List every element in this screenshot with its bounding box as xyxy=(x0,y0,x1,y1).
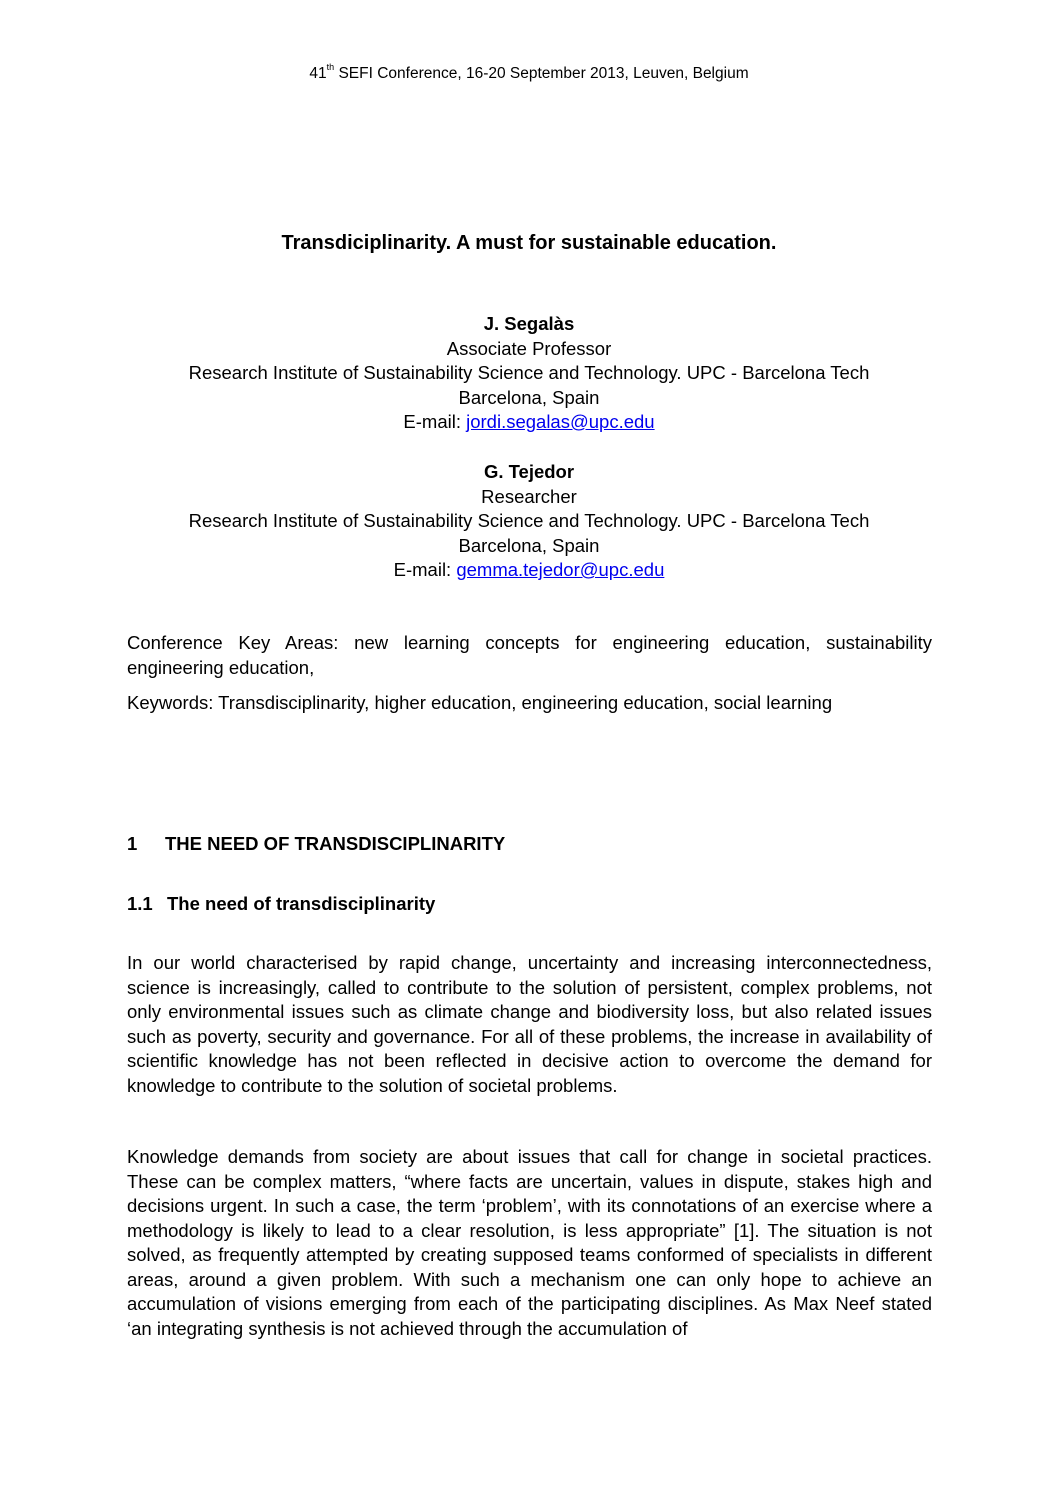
conference-header xyxy=(0,61,1058,84)
subsection-heading xyxy=(127,892,435,917)
author-institute: Research Institute of Sustainability Science and Technology. UPC - Barcelona Tech xyxy=(188,362,870,383)
subsection-number: 1.1 xyxy=(127,893,153,914)
author-name: J. Segalàs xyxy=(483,313,575,334)
author-location: Barcelona, Spain xyxy=(458,534,600,556)
author-block xyxy=(120,460,938,583)
author-email-line xyxy=(120,558,938,583)
conference-key-areas: Conference Key Areas: new learning concepts for engineering education, sustainability engineering education, xyxy=(127,632,932,678)
author-email-link[interactable]: gemma.tejedor@upc.edu xyxy=(456,559,665,580)
author-location: Barcelona, Spain xyxy=(458,386,600,408)
section-title: THE NEED OF TRANSDISCIPLINARITY xyxy=(165,833,506,854)
email-label: E-mail: xyxy=(403,411,467,432)
author-block xyxy=(120,312,938,435)
author-institute: Research Institute of Sustainability Science and Technology. UPC - Barcelona Tech xyxy=(188,510,870,531)
email-label: E-mail: xyxy=(393,559,457,580)
author-role: Associate Professor xyxy=(446,337,612,359)
paper-title: Transdiciplinarity. A must for sustainable education. xyxy=(281,232,777,254)
subsection-title: The need of transdisciplinarity xyxy=(167,893,436,914)
author-role: Researcher xyxy=(481,485,577,507)
section-heading xyxy=(127,832,505,857)
author-email-link[interactable]: jordi.segalas@upc.edu xyxy=(466,411,655,432)
conference-header-text: SEFI Conference, 16-20 September 2013, Leuven, Belgium xyxy=(334,65,749,82)
author-email-line xyxy=(120,410,938,435)
section-number: 1 xyxy=(127,833,138,854)
keywords: Keywords: Transdisciplinarity, higher education, engineering education, social learning xyxy=(127,692,833,713)
author-name: G. Tejedor xyxy=(483,461,575,482)
body-paragraph: In our world characterised by rapid change, uncertainty and increasing interconnectedness, science is increasingly, called to contribute to the solution of persistent, complex problems, not only environmental issues such as climate change and biodiversity loss, but also related issues such as poverty, security and governance. For all of these problems, the increase in availability of scientific knowledge has not been reflected in decisive action to overcome the demand for knowledge to contribute to the solution of societal problems. xyxy=(127,952,932,1096)
conference-number-suffix: th xyxy=(326,61,335,72)
body-paragraph: Knowledge demands from society are about issues that call for change in societal practices. These can be complex matters, “where facts are uncertain, values in dispute, stakes high and decisions urgent. In such a case, the term ‘problem’, with its connotations of an exercise where a methodology is likely to lead to a clear resolution, is less appropriate” [1]. The situation is not solved, as frequently attempted by creating supposed teams conformed of specialists in different areas, around a given problem. With such a mechanism one can only hope to achieve an accumulation of visions emerging from each of the participating disciplines. As Max Neef stated ‘an integrating synthesis is not achieved through the accumulation of xyxy=(127,1146,932,1339)
conference-number: 41 xyxy=(309,65,327,82)
